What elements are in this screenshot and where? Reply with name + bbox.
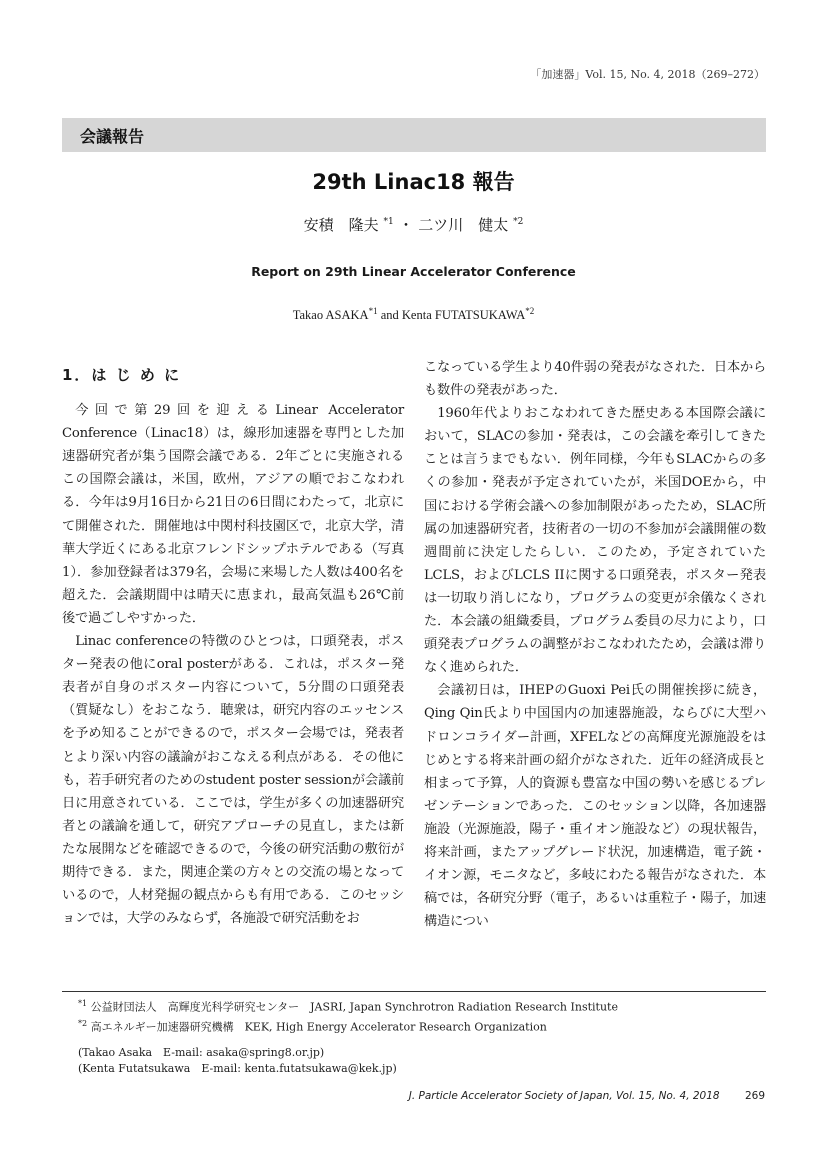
section-label: 会議報告 [80,127,145,146]
footer-journal: J. Particle Accelerator Society of Japan, Vol. 15, No. 4, 2018 [408,1090,720,1102]
footnote-text: 公益財団法人 高輝度光科学研究センター JASRI, Japan Synchrotron Radiation Research Institute [90,1000,618,1014]
author-2-mark-jp: *2 [513,217,524,227]
footnotes [78,996,768,1077]
paragraph: こなっている学生より40件弱の発表がなされた．日本からも数件の発表があった． [424,360,766,399]
author-conjunction: and [377,308,402,323]
footnote-text: 高エネルギー加速器研究機構 KEK, High Energy Accelerator Research Organization [90,1020,547,1034]
footnote-divider [62,991,766,992]
section-heading-introduction: 1．は じ め に [62,366,182,384]
journal-header-reference: 「加速器」Vol. 15, No. 4, 2018（269–272） [530,68,765,81]
author-separator: ・ [398,216,414,234]
article-title: 29th Linac18 報告 [312,170,515,194]
paragraph: 今回で第29回を迎えるLinear Accelerator Conference（Linac18）は，線形加速器を専門とした加速器研究者が集う国際会議である．2年ごとに実施されるこの国際会議は，米国，欧州，アジアの順でおこなわれる．今年は9月16日から21日の6日間にわたって，北京にて開催された．開催地は中関村科技園区で，北京大学，清華大学近くにある北京フレンドシップホテルである（写真1）．参加登録者は379名，会場に来場した人数は400名を超えた．会議期間中は晴天に恵まれ，最高気温も26℃前後で過ごしやすかった． [62,403,404,626]
paragraph: 会議初日は，IHEPのGuoxi Pei氏の開催挨拶に続き，Qing Qin氏より中国国内の加速器施設，ならびに大型ハドロンコライダー計画，XFELなどの高輝度光源施設をはじめとする将来計画の紹介がなされた．近年の経済成長と相まって予算，人的資源も豊富な中国の勢いを感じるプレゼンテーションであった．このセッション以降，各加速器施設（光源施設，陽子・重イオン施設など）の現状報告，将来計画，またアップグレード状況，加速構造，電子銃・イオン源，モニタなど，多岐にわたる報告がなされた．本稿では，各研究分野（電子，あるいは重粒子・陽子，加速構造につい [424,683,766,930]
footnote-mark: *2 [78,1018,88,1028]
footnote-1 [78,996,768,1016]
authors-english [0,306,827,323]
section-banner [62,118,766,152]
author-2-mark-en: *2 [525,306,535,316]
left-column [62,356,404,930]
author-1-mark-jp: *1 [383,217,394,227]
author-2-name-en: Kenta FUTATSUKAWA [401,308,526,323]
page-number: 269 [744,1090,765,1102]
author-1-mark-en: *1 [368,306,378,316]
email-author-1: (Takao Asaka E-mail: asaka@spring8.or.jp) [78,1046,325,1060]
email-author-2: (Kenta Futatsukawa E-mail: kenta.futatsukawa@kek.jp) [78,1062,397,1076]
paragraph: Linac conferenceの特徴のひとつは，口頭発表，ポスター発表の他にoral posterがある．これは，ポスター発表者が自身のポスター内容について，5分間の口頭発表（質疑なし）をおこなう．聴衆は，研究内容のエッセンスを予め知ることができるので，ポスター会場では，発表者とより深い内容の議論がおこなえる利点がある．その他にも，若手研究者のためのstudent poster sessionが会議前日に用意されている．ここでは，学生が多くの加速器研究者との議論を通して，研究アプローチの見直し，または新たな展開などを確認できるので，今後の研究活動の敷衍が期待できる．また，関連企業の方々との交流の場となっているので，人材発掘の観点からも有用である．このセッションでは，大学のみならず，各施設で研究活動をお [62,634,404,927]
author-1-name-en: Takao ASAKA [292,308,369,323]
author-1-name-jp: 安積 隆夫 [303,216,379,234]
authors-japanese [0,214,827,235]
article-title-english: Report on 29th Linear Accelerator Conference [251,264,576,279]
paragraph: 1960年代よりおこなわれてきた歴史ある本国際会議において，SLACの参加・発表は，この会議を牽引してきたことは言うまでもない．例年同様，今年もSLACからの多くの参加・発表が予定されていたが，米国DOEから，中国における学術会議への参加制限があったため，SLAC所属の加速器研究者，技術者の一切の不参加が会議開催の数週間前に決定したらしい．このため，予定されていたLCLS，およびLCLS IIに関する口頭発表，ポスター発表は一切取り消しになり，プログラムの変更が余儀なくされた．本会議の組織委員，プログラム委員の尽力により，口頭発表プログラムの調整がおこなわれたため，会議は滞りなく進められた． [424,406,766,676]
footnote-mark: *1 [78,999,88,1008]
contact-emails [78,1045,768,1077]
page-footer [409,1090,765,1102]
right-column [424,356,766,933]
footnote-2 [78,1016,768,1036]
author-2-name-jp: 二ツ川 健太 [418,216,509,234]
